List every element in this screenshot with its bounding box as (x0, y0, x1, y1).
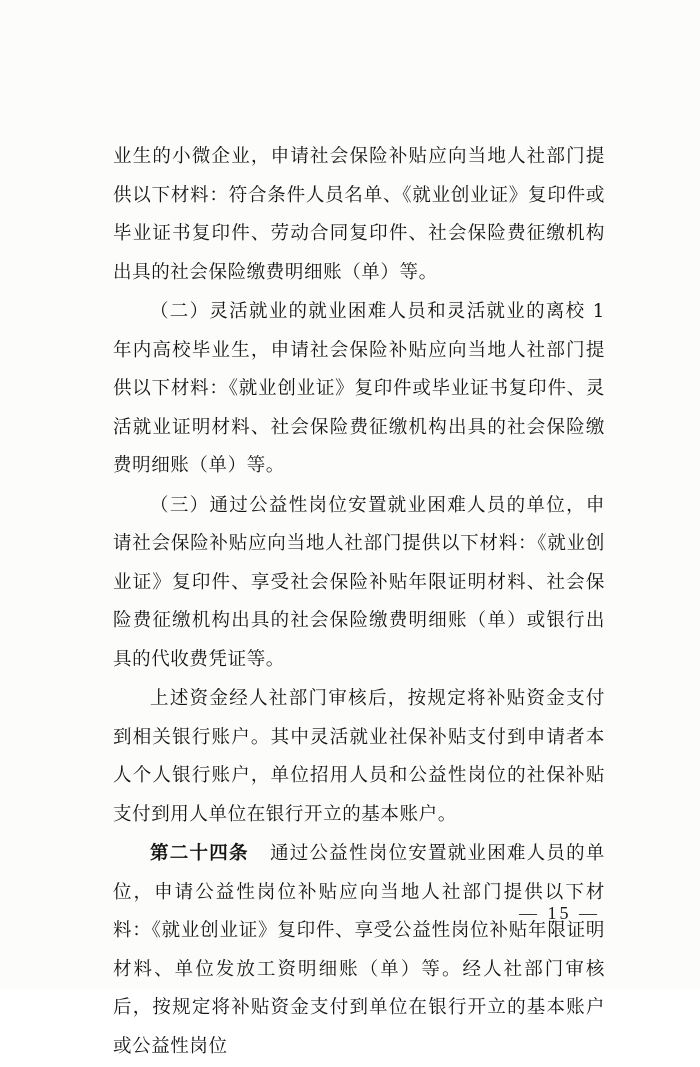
article-24-text: 通过公益性岗位安置就业困难人员的单位，申请公益性岗位补贴应向当地人社部门提供以下材料：《就业创业证》复印件、享受公益性岗位补贴年限证明材料、单位发放工资明细账（单）等。经人社部门审核后，按规定将补贴资金支付到单位在银行开立的基本账户或公益性岗位 (113, 843, 605, 1057)
paragraph-item-3: （三）通过公益性岗位安置就业困难人员的单位，申请社会保险补贴应向当地人社部门提供以下材料：《就业创业证》复印件、享受社会保险补贴年限证明材料、社会保险费征缴机构出具的社会保险缴费明细账（单）或银行出具的代收费凭证等。 (113, 494, 605, 670)
paragraph-article-24 (113, 835, 605, 1066)
paragraph-item-2: （二）灵活就业的就业困难人员和灵活就业的离校 1 年内高校毕业生，申请社会保险补贴应向当地人社部门提供以下材料：《就业创业证》复印件或毕业证书复印件、灵活就业证明材料、社会保险费征缴机构出具的社会保险缴费明细账（单）等。 (113, 301, 605, 476)
document-body (113, 138, 605, 1067)
page-number: — 15 — (519, 903, 600, 923)
paragraph-continued: 业生的小微企业，申请社会保险补贴应向当地人社部门提供以下材料：符合条件人员名单、《就业创业证》复印件或毕业证书复印件、劳动合同复印件、社会保险费征缴机构出具的社会保险缴费明细账（单）等。 (113, 146, 605, 283)
paragraph-fund-payment: 上述资金经人社部门审核后，按规定将补贴资金支付到相关银行账户。其中灵活就业社保补贴支付到申请者本人个人银行账户，单位招用人员和公益性岗位的社保补贴支付到用人单位在银行开立的基本账户。 (113, 688, 605, 825)
article-24-heading: 第二十四条 (150, 843, 249, 864)
